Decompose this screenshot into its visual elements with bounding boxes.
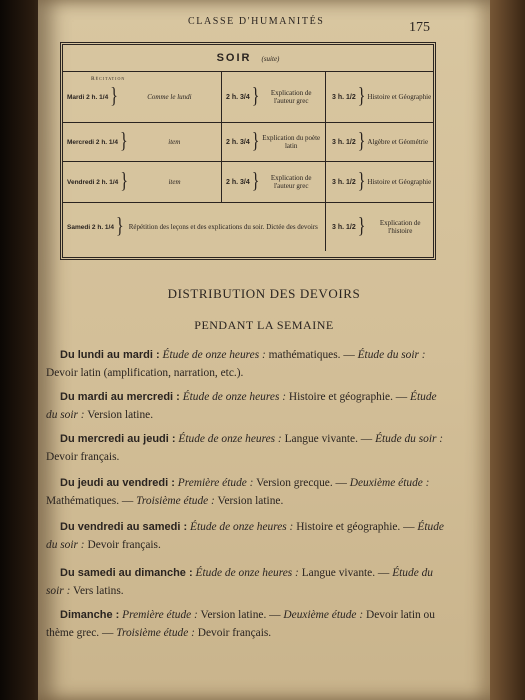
study-label: Étude de onze heures : (190, 521, 294, 533)
assignment-text: Version latine. (217, 495, 284, 507)
schedule-mid-cell (221, 162, 321, 202)
book-page (38, 0, 490, 700)
schedule-day-cell (67, 72, 219, 122)
schedule-text: Algèbre et Géométrie (367, 137, 429, 146)
schedule-duration: 3 h. 1/2 (332, 223, 356, 231)
schedule-duration: 2 h. 3/4 (226, 93, 250, 101)
brace-glyph: } (110, 84, 118, 109)
schedule-row (63, 203, 433, 251)
schedule-duration: 3 h. 1/2 (332, 178, 356, 186)
schedule-text: Explication du poète latin (262, 133, 321, 150)
brace-glyph: } (251, 84, 260, 109)
paragraph-day: Du jeudi au vendredi : (60, 477, 175, 489)
schedule-activity: item (168, 177, 181, 186)
schedule-mid-cell (221, 123, 321, 161)
study-label: Deuxième étude : (283, 609, 364, 621)
schedule-subtitle: (suite) (261, 55, 280, 63)
study-label: Étude du soir : (46, 567, 433, 597)
schedule-row (63, 72, 433, 123)
study-label: Troisième étude : (116, 627, 195, 639)
assignment-text: Vers latins. (73, 585, 124, 597)
brace-glyph: } (119, 129, 128, 154)
schedule-row (63, 123, 433, 162)
schedule-title: SOIR (216, 52, 252, 64)
brace-glyph: } (357, 84, 366, 109)
schedule-text: Histoire et Géographie (367, 177, 432, 186)
schedule-right-cell (325, 203, 433, 251)
schedule-right-cell (325, 162, 433, 202)
schedule-duration: 3 h. 1/2 (332, 93, 356, 101)
paragraph-day: Du vendredi au samedi : (60, 521, 188, 533)
schedule-day-cell (67, 123, 219, 161)
schedule-activity: item (168, 137, 181, 146)
brace-glyph: } (115, 214, 124, 239)
schedule-text: Explication de l'auteur grec (270, 173, 312, 190)
assignment-text: Devoir français. (87, 539, 161, 551)
study-label: Étude de onze heures : (195, 567, 299, 579)
section-title: DISTRIBUTION DES DEVOIRS (167, 286, 361, 301)
schedule-activity: Comme le lundi (147, 92, 192, 101)
page-number: 175 (409, 20, 430, 35)
devoir-paragraph (46, 388, 446, 424)
schedule-right-cell (325, 123, 433, 161)
study-label: Première étude : (177, 477, 254, 489)
devoir-paragraph (46, 518, 446, 554)
schedule-table (60, 42, 436, 260)
schedule-right-cell (325, 72, 433, 122)
assignment-text: Langue vivante. — (301, 567, 390, 579)
assignment-text: Version grecque. — (256, 477, 347, 489)
schedule-day: Mardi 2 h. 1/4 (67, 93, 109, 101)
schedule-mid-cell (221, 72, 321, 122)
schedule-duration: 3 h. 1/2 (332, 138, 356, 146)
study-label: Étude de onze heures : (162, 349, 266, 361)
schedule-day: Samedi 2 h. 1/4 (67, 223, 114, 231)
study-label: Deuxième étude : (349, 477, 430, 489)
schedule-duration: 2 h. 3/4 (226, 178, 250, 186)
assignment-text: Histoire et géographie. — (296, 521, 415, 533)
study-label: Étude du soir : (46, 391, 437, 421)
assignment-text: Mathématiques. — (46, 495, 134, 507)
devoir-paragraph (46, 430, 446, 466)
brace-glyph: } (357, 129, 366, 154)
study-label: Étude du soir : (375, 433, 444, 445)
study-label: Étude du soir : (46, 521, 444, 551)
assignment-text: Version latine. (87, 409, 154, 421)
assignment-text: Version latine. — (200, 609, 281, 621)
devoir-paragraph (46, 606, 446, 642)
study-label: Étude de onze heures : (182, 391, 287, 403)
study-label: Étude de onze heures : (178, 433, 282, 445)
paragraph-day: Du mercredi au jeudi : (60, 433, 176, 445)
brace-glyph: } (251, 169, 260, 194)
study-label: Troisième étude : (136, 495, 215, 507)
assignment-text: Devoir latin (amplification, narration, etc.). (46, 367, 244, 379)
assignment-text: Histoire et géographie. — (288, 391, 408, 403)
running-head: CLASSE D'HUMANITÉS (188, 16, 325, 27)
paragraph-day: Du lundi au mardi : (60, 349, 160, 361)
schedule-row (63, 162, 433, 203)
schedule-activity: Répétition des leçons et des explications du soir. Dictée des devoirs (128, 222, 318, 231)
study-label: Première étude : (122, 609, 198, 621)
schedule-text: Explication de l'auteur grec (270, 88, 312, 105)
assignment-text: Langue vivante. — (284, 433, 373, 445)
section-subtitle: PENDANT LA SEMAINE (194, 318, 334, 332)
paragraph-day: Dimanche : (60, 609, 120, 621)
paragraph-day: Du samedi au dimanche : (60, 567, 193, 579)
schedule-caption: Récitation (91, 76, 126, 82)
schedule-text: Explication de l'histoire (379, 218, 421, 235)
brace-glyph: } (357, 169, 366, 194)
brace-glyph: } (120, 169, 128, 194)
brace-glyph: } (251, 129, 260, 154)
schedule-duration: 2 h. 3/4 (226, 138, 250, 146)
schedule-header (63, 45, 433, 72)
assignment-text: mathématiques. — (268, 349, 355, 361)
assignment-text: Devoir français. (197, 627, 272, 639)
devoir-paragraph (46, 474, 446, 510)
assignment-text: Devoir français. (46, 451, 120, 463)
schedule-day: Vendredi 2 h. 1/4 (67, 178, 119, 186)
paragraph-day: Du mardi au mercredi : (60, 391, 180, 403)
schedule-text: Histoire et Géographie (367, 92, 432, 101)
brace-glyph: } (357, 214, 366, 239)
devoir-paragraph (46, 346, 446, 382)
schedule-day-cell (67, 203, 321, 251)
assignment-text: Devoir latin ou thème grec. — (46, 609, 435, 639)
study-label: Étude du soir : (357, 349, 426, 361)
schedule-day-cell (67, 162, 219, 202)
schedule-day: Mercredi 2 h. 1/4 (67, 138, 118, 146)
devoir-paragraph (46, 564, 446, 600)
